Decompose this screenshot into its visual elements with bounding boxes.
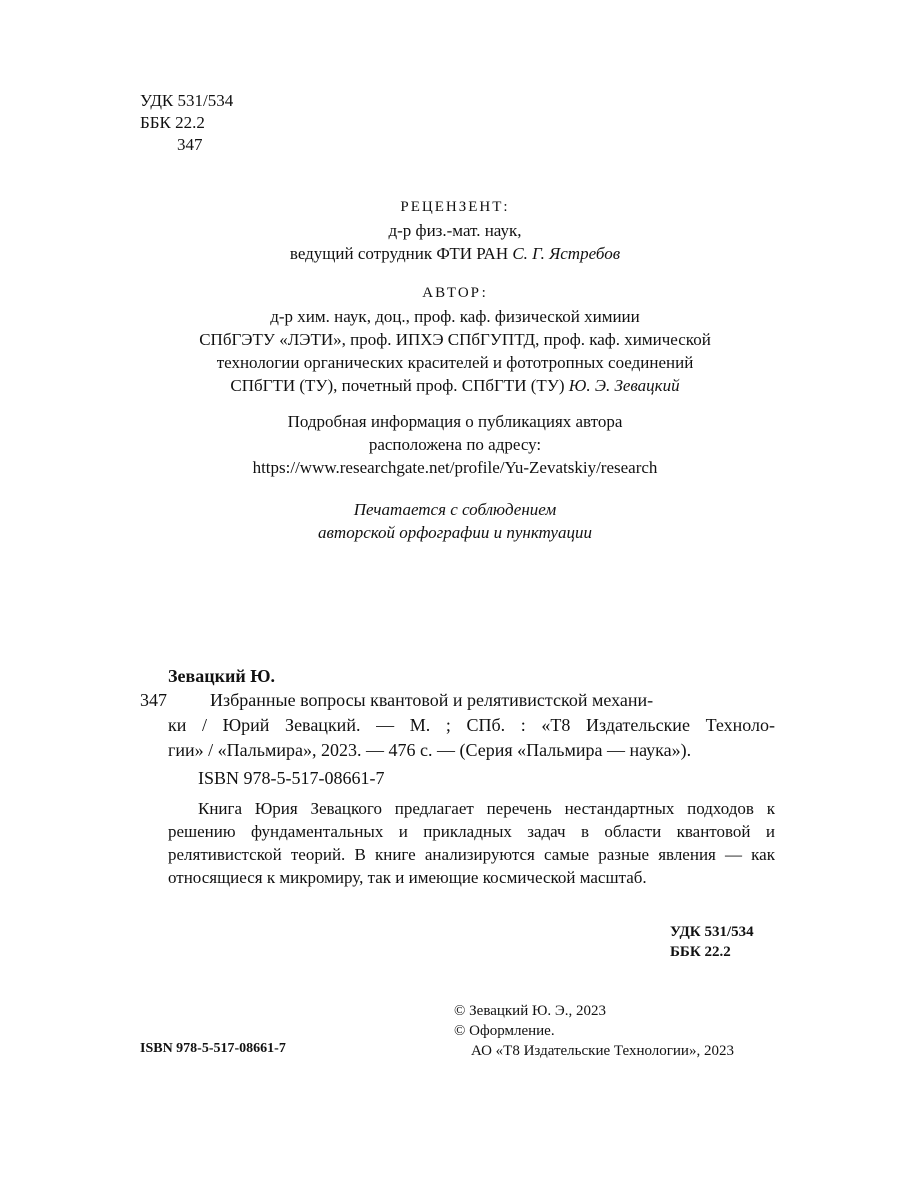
- note-block: [140, 498, 770, 544]
- info-block: [140, 410, 770, 479]
- copyright-line: © Зевацкий Ю. Э., 2023: [454, 1003, 607, 1019]
- reviewer-line: д-р физ.-мат. наук,: [388, 221, 522, 240]
- bib-line: Избранные вопросы квантовой и релятивистской механи-: [210, 690, 654, 710]
- info-line: Подробная информация о публикациях автора: [287, 412, 623, 431]
- note-line: Печатается с соблюдением: [353, 500, 557, 519]
- udk-code-bottom: УДК 531/534: [670, 924, 754, 940]
- info-url: https://www.researchgate.net/profile/Yu-Zevatskiy/research: [252, 458, 658, 477]
- author-line: СПбГЭТУ «ЛЭТИ», проф. ИПХЭ СПбГУПТД, проф. каф. химической: [199, 330, 711, 349]
- bib-isbn: ISBN 978-5-517-08661-7: [198, 768, 385, 788]
- bbk-code: ББК 22.2: [140, 113, 205, 132]
- author-line: технологии органических красителей и фототропных соединений: [216, 353, 694, 372]
- reviewer-line: [140, 242, 770, 265]
- author-title: СПбГТИ (ТУ), почетный проф. СПбГТИ (ТУ): [230, 376, 565, 395]
- author-mark: 347: [177, 135, 203, 154]
- bib-mark: 347: [140, 690, 167, 710]
- reviewer-block: [140, 196, 770, 265]
- bib-line: гии» / «Пальмира», 2023. — 476 с. — (Серия «Пальмира — наука»).: [168, 740, 692, 760]
- bib-author-heading: Зевацкий Ю.: [168, 666, 275, 686]
- bbk-code-bottom: ББК 22.2: [670, 944, 731, 960]
- note-line: авторской орфографии и пунктуации: [318, 523, 592, 542]
- bottom-isbn: ISBN 978-5-517-08661-7: [140, 1041, 286, 1056]
- reviewer-position: ведущий сотрудник ФТИ РАН: [289, 244, 509, 263]
- reviewer-label: РЕЦЕНЗЕНТ:: [400, 199, 510, 215]
- copyright-line: АО «Т8 Издательские Технологии», 2023: [471, 1043, 734, 1059]
- annotation-text: Книга Юрия Зевацкого предлагает перечень нестандартных подходов к решению фундаментальных и прикладных задач в области квантовой и релятивистской теорий. В книге анализируются самые разные явления — как относящиеся к микромиру, так и имеющие космической масштаб.: [168, 799, 775, 887]
- author-line: [140, 374, 770, 397]
- bib-entry-first: [140, 688, 775, 713]
- author-block: [140, 282, 770, 397]
- bib-line: ки / Юрий Зевацкий. — М. ; СПб. : «Т8 Издательские Техноло-: [168, 715, 775, 735]
- udk-code: УДК 531/534: [140, 91, 234, 110]
- copyright-block: [454, 1001, 734, 1061]
- author-name: Ю. Э. Зевацкий: [568, 376, 680, 395]
- bottom-classification: [670, 922, 754, 962]
- reviewer-name: С. Г. Ястребов: [512, 244, 621, 263]
- author-line: д-р хим. наук, доц., проф. каф. физической химиии: [270, 307, 640, 326]
- copyright-line: © Оформление.: [454, 1023, 555, 1039]
- bib-entry-body: [168, 713, 775, 763]
- top-classification: [140, 90, 233, 156]
- info-line: расположена по адресу:: [368, 435, 542, 454]
- author-label: АВТОР:: [422, 285, 488, 301]
- annotation: [168, 797, 775, 889]
